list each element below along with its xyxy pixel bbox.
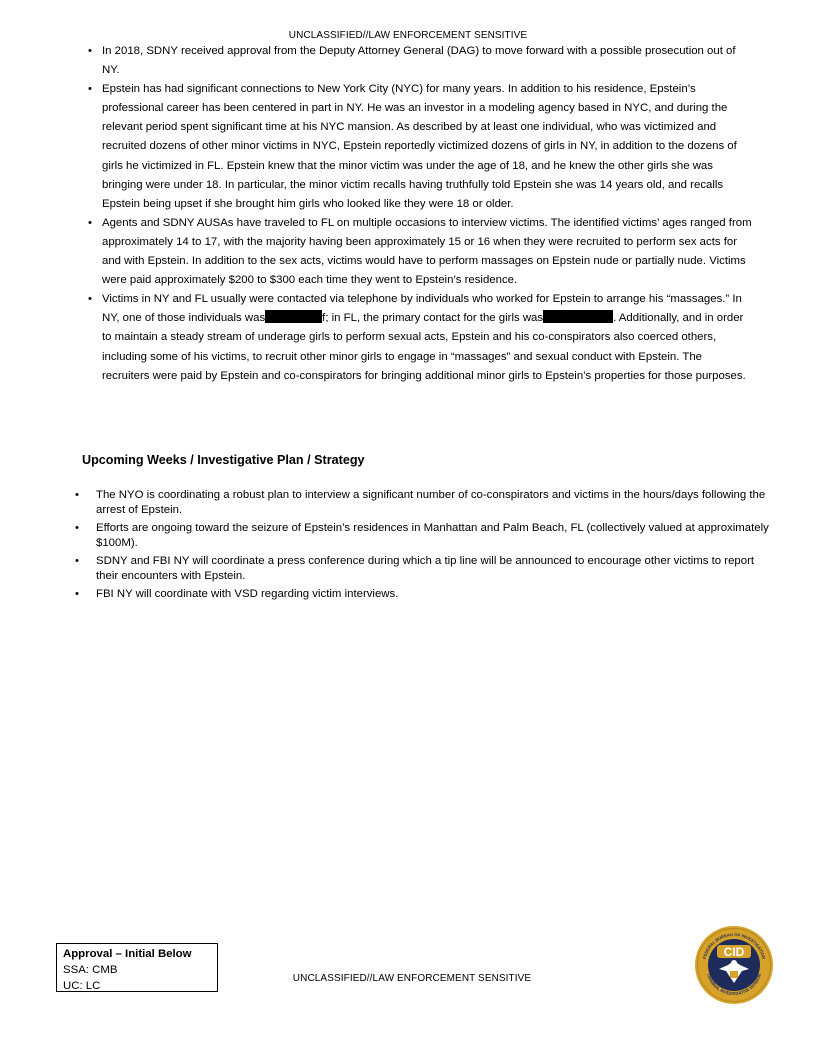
- approval-title: Approval – Initial Below: [63, 948, 192, 960]
- list-item: • Epstein has had significant connections to New York City (NYC) for many years. In addition to his residence, Epstein’s professional career has been centered in part in NY. He was an investor in a modeling agency based in NYC, and during the relevant period spent significant time at his NYC mansion. As described by at least one individual, who was victimized and recruited dozens of other minor victims in NYC, Epstein reportedly victimized dozens of girls in NY, in addition to the dozens of girls he victimized in FL. Epstein knew that the minor victim was under the age of 18, and he knew the other girls she was bringing were under 18. In particular, the minor victim recalls having truthfully told Epstein she was 14 years old, and recalls Epstein being upset if she brought him girls who looked like they were 18 or older.: [102, 80, 752, 214]
- list-item-text-2: f; in FL, the primary contact for the girls was: [322, 312, 544, 325]
- list-item: • In 2018, SDNY received approval from the Deputy Attorney General (DAG) to move forward with a possible prosecution out of NY.: [102, 42, 752, 80]
- list-item-text-1: Victims in NY and FL usually were contacted via telephone by individuals who worked for Epstein to arrange his “massages.” In NY, one of those individuals was: [102, 293, 742, 325]
- approval-uc: UC: LC: [63, 980, 101, 992]
- list-item: • SDNY and FBI NY will coordinate a press conference during which a tip line will be announced to encourage other victims to report their encounters with Epstein.: [96, 554, 776, 584]
- cid-seal-icon: [694, 925, 774, 1005]
- classification-footer: UNCLASSIFIED//LAW ENFORCEMENT SENSITIVE: [292, 973, 532, 984]
- list-item: • The NYO is coordinating a robust plan to interview a significant number of co-conspirators and victims in the hours/days following the arrest of Epstein.: [96, 488, 776, 518]
- svg-text:FEDERAL BUREAU OF INVESTIGATIO: FEDERAL BUREAU OF INVESTIGATION: [701, 931, 767, 960]
- classification-header: UNCLASSIFIED//LAW ENFORCEMENT SENSITIVE: [288, 30, 528, 41]
- section-heading: Upcoming Weeks / Investigative Plan / Strategy: [82, 453, 365, 467]
- approval-ssa: SSA: CMB: [63, 964, 118, 976]
- findings-list: [102, 42, 752, 386]
- list-item: • FBI NY will coordinate with VSD regarding victim interviews.: [96, 587, 776, 602]
- approval-box: [56, 943, 218, 992]
- list-item: [102, 290, 752, 385]
- list-item: • Efforts are ongoing toward the seizure of Epstein’s residences in Manhattan and Palm Beach, FL (collectively valued at approximately $100M).: [96, 521, 776, 551]
- list-item: • Agents and SDNY AUSAs have traveled to FL on multiple occasions to interview victims. The identified victims’ ages ranged from approximately 14 to 17, with the majority having been approximately 15 or 16 when they were recruited to perform sex acts for and with Epstein. In addition to the sex acts, victims would have to perform massages on Epstein nude or partially nude. Victims were paid approximately $200 to $300 each time they went to Epstein’s residence.: [102, 214, 752, 290]
- list-item-text-3: . Additionally, and in order to maintain a steady stream of underage girls to perform sexual acts, Epstein and his co-conspirators also coerced others, including some of his victims, to recruit other minor girls to engage in “massages” and sexual conduct with Epstein. The recruiters were paid by Epstein and co-conspirators for bringing additional minor girls to Epstein’s properties for those purposes.: [102, 312, 746, 382]
- svg-text:CRIMINAL INVESTIGATIVE DIVISIO: CRIMINAL INVESTIGATIVE DIVISION: [705, 973, 763, 997]
- redaction-box: [543, 310, 613, 323]
- svg-text:CID: CID: [723, 945, 745, 959]
- plan-list: [96, 488, 776, 605]
- redaction-box: [265, 310, 322, 323]
